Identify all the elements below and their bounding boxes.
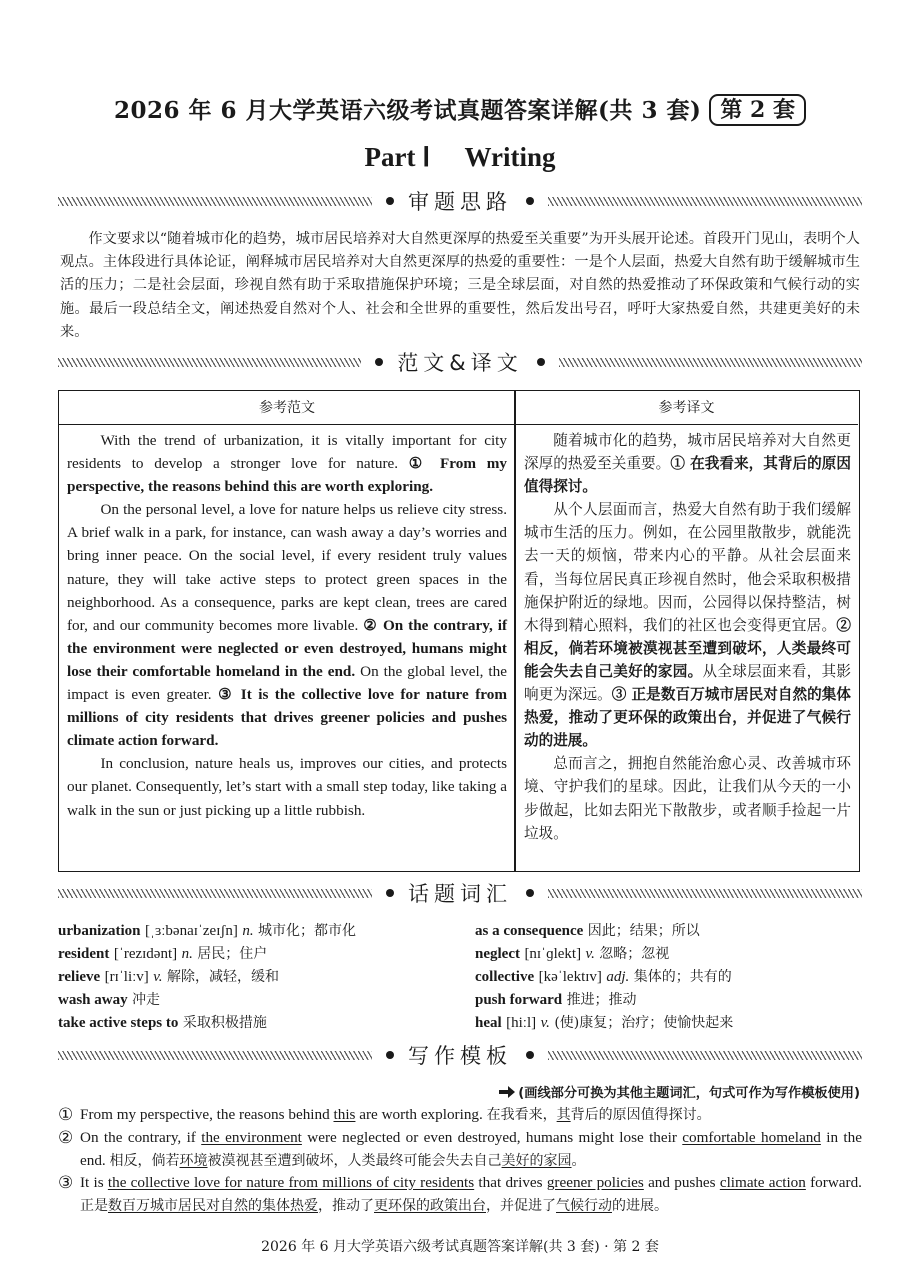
vocab-item: [58, 943, 468, 966]
marker-2: ②: [363, 616, 379, 634]
vocab-word: take active steps to: [58, 1015, 179, 1032]
vocab-phonetic: [hiːl]: [506, 1015, 537, 1032]
essay-text: On the global level, the impact is even greater.: [67, 662, 507, 704]
section-title: 审题思路: [408, 190, 512, 214]
vocab-item: [58, 989, 468, 1012]
template-body: [80, 1104, 862, 1127]
vocab-pos: adj.: [606, 969, 630, 986]
bullet-dot: [526, 1051, 534, 1059]
hatch-divider: [548, 1051, 862, 1060]
section-header-sample: [58, 347, 862, 377]
hatch-divider: [58, 358, 361, 367]
hatch-divider: [548, 889, 862, 898]
template-number: ②: [58, 1128, 74, 1147]
replaceable-phrase: greener policies: [546, 1174, 644, 1191]
vocab-word: as a consequence: [475, 923, 584, 939]
vocab-word: neglect: [475, 946, 520, 963]
sample-essay-english: [67, 429, 507, 822]
vocab-list-right: [475, 920, 875, 1035]
translation-paragraph: 总而言之，拥抱自然能治愈心灵、改善城市环境、守护我们的星球。因此，让我们从今天的一小步做起，比如去阳光下散散步，或者顺手捡起一片垃圾。: [524, 755, 851, 842]
vocab-item: [58, 920, 468, 943]
part-title: [0, 142, 920, 173]
vocab-word: urbanization: [58, 923, 141, 939]
vocab-phonetic: [ˈrezɪdənt]: [113, 946, 178, 963]
essay-table: [58, 390, 860, 872]
essay-paragraph: [67, 429, 507, 498]
vocab-item: [475, 920, 875, 943]
highlight-sentence-3: 正是数百万城市居民对自然的集体热爱，推动了更环保的政策出台，并促进了气候行动的进展。: [524, 686, 851, 750]
vocab-word: heal: [475, 1015, 502, 1032]
bullet-dot: [537, 358, 545, 366]
bullet-dot: [386, 1051, 394, 1059]
marker-3: ③: [611, 686, 627, 704]
template-translation: 正是: [80, 1197, 108, 1214]
template-text: were neglected or even destroyed, humans might lose their: [301, 1129, 683, 1146]
highlight-sentence-3: It is the collective love for nature from millions of city residents that drives greener policies and pushes climate action forward.: [67, 686, 507, 750]
highlight-sentence-2: 相反，倘若环境被漠视甚至遭到破坏，人类最终可能会失去自己美好的家园。: [524, 639, 851, 680]
section-title: 话题词汇: [408, 882, 512, 906]
template-body: [80, 1127, 862, 1172]
template-number: ③: [58, 1173, 74, 1192]
vocab-phonetic: [rɪˈliːv]: [104, 969, 149, 986]
bullet-dot: [386, 889, 394, 897]
sample-essay-translation: [524, 429, 851, 845]
section-title: 范文&译文: [397, 351, 523, 375]
highlight-sentence-2: On the contrary, if the environment were neglected or even destroyed, humans might lose their comfortable homeland in the end.: [67, 616, 508, 680]
vocab-word: collective: [475, 969, 535, 986]
replaceable-phrase: 其: [556, 1107, 571, 1123]
section-header-analysis: [58, 186, 862, 216]
vocab-item: [58, 966, 468, 989]
vocab-definition: 解除，减轻，缓和: [167, 969, 280, 986]
template-translation: 背后的原因值得探讨。: [570, 1107, 711, 1123]
vocab-item: [58, 1012, 468, 1035]
section-header-template: [58, 1040, 862, 1070]
part-numeral: Ⅰ: [422, 142, 431, 172]
template-translation: 在我看来，: [486, 1107, 557, 1123]
vocab-list-left: [58, 920, 468, 1035]
template-text: in the end.: [80, 1129, 862, 1169]
replaceable-phrase: the collective love for nature from millions of city residents: [107, 1174, 475, 1191]
essay-text: On the personal level, a love for nature helps us relieve city stress. A brief walk in a park, for instance, can wash away a day’s worries and bring inner peace. On the social level, if every resident truly values nature, they will take active steps to protect green spaces in the neighborhood. As a consequence, parks are kept clean, trees are cared for, and our community becomes more livable.: [67, 501, 507, 634]
translation-text: 从全球层面来看，其影响更为深远。: [524, 662, 851, 704]
bullet-dot: [526, 889, 534, 897]
vocab-definition: 集体的；共有的: [633, 969, 732, 986]
part-label: Part: [364, 142, 416, 172]
vocab-definition: 因此；结果；所以: [587, 923, 700, 939]
hatch-divider: [58, 197, 372, 206]
template-translation: ，并促进了: [486, 1197, 556, 1214]
template-translation: 的进展。: [612, 1197, 668, 1214]
vocab-phonetic: [ˌɜːbənaɪˈzeɪʃn]: [144, 923, 238, 939]
analysis-paragraph: 作文要求以“随着城市化的趋势，城市居民培养对大自然更深厚的热爱至关重要”为开头展开论述。首段开门见山，表明个人观点。主体段进行具体论证，阐释城市居民培养对大自然更深厚的热爱的重要性：一是个人层面，热爱大自然有助于缓解城市生活的压力；二是社会层面，珍视自然有助于采取措施保护环境；三是全球层面，对自然的热爱推动了环保政策和气候行动的实施。最后一段总结全文，阐述热爱自然对个人、社会和全世界的重要性，然后发出号召，呼吁大家热爱自然，共建更美好的未来。: [60, 231, 860, 340]
marker-2: ②: [836, 616, 851, 634]
vocab-item: [475, 989, 875, 1012]
page-footer: 2026 年 6 月大学英语六级考试真题答案详解(共 3 套) · 第 2 套: [261, 1239, 659, 1255]
replaceable-phrase: the environment: [201, 1129, 302, 1146]
vocab-pos: n.: [242, 923, 254, 939]
vocab-item: [475, 1012, 875, 1035]
section-title: 写作模板: [408, 1044, 512, 1068]
template-translation: 被漠视甚至遭到破坏，人类最终可能会失去自己: [207, 1152, 502, 1169]
bullet-dot: [375, 358, 383, 366]
translation-text: 从个人层面而言，热爱大自然有助于我们缓解城市生活的压力。例如，在公园里散散步，就能洗去一天的烦恼，带来内心的平静。从社会层面来看，当每位居民真正珍视自然时，他会采取积极措施保护附近的绿地。因而，公园得以保持整洁，树木得到精心照料，我们的社区也会变得更宜居。: [524, 501, 851, 634]
vocab-word: wash away: [58, 992, 128, 1009]
template-translation: 。: [571, 1152, 586, 1169]
vocab-definition: 城市化；都市化: [258, 923, 357, 939]
bullet-dot: [526, 197, 534, 205]
vocab-phonetic: [nɪˈɡlekt]: [524, 946, 582, 963]
vocab-definition: 居民；住户: [197, 946, 268, 963]
vocab-definition: 冲走: [132, 992, 161, 1009]
hatch-divider: [58, 889, 372, 898]
template-text: From my perspective, the reasons behind: [80, 1106, 334, 1123]
template-text: It is: [80, 1174, 108, 1191]
highlight-sentence-1: 在我看来，其背后的原因值得探讨。: [524, 455, 851, 496]
vocab-definition: 忽略；忽视: [599, 946, 670, 963]
replaceable-phrase: climate action: [719, 1174, 806, 1191]
marker-3: ③: [218, 686, 235, 704]
vocab-pos: v.: [540, 1015, 550, 1032]
vocab-definition: 采取积极措施: [182, 1015, 267, 1032]
bullet-dot: [386, 197, 394, 205]
translation-paragraph: [524, 429, 851, 498]
translation-text: 随着城市化的趋势，城市居民培养对大自然更深厚的热爱至关重要。: [524, 432, 851, 473]
template-sentence-3: [58, 1172, 862, 1217]
template-note: [499, 1082, 860, 1101]
essay-paragraph: In conclusion, nature heals us, improves our cities, and protects our planet. Consequently, let’s start with a small step today, like taking a walk in the sun or just picking up a little rubbish.: [67, 755, 507, 819]
template-translation: ，推动了: [318, 1197, 374, 1214]
template-text: that drives: [474, 1174, 547, 1191]
replaceable-phrase: this: [333, 1106, 356, 1123]
template-text: and pushes: [643, 1174, 720, 1191]
replaceable-phrase: 美好的家园: [501, 1152, 572, 1169]
template-note-text: (画线部分可换为其他主题词汇，句式可作为写作模板使用): [518, 1086, 860, 1101]
highlight-sentence-1: From my perspective, the reasons behind this are worth exploring.: [67, 455, 507, 496]
hatch-divider: [559, 358, 862, 367]
replaceable-phrase: comfortable homeland: [682, 1129, 821, 1146]
template-sentence-1: [58, 1104, 862, 1127]
part-name: Writing: [464, 142, 556, 172]
page-header: [0, 92, 920, 126]
essay-paragraph: [67, 498, 507, 752]
arrow-right-icon: [499, 1086, 515, 1098]
vocab-word: push forward: [475, 992, 563, 1009]
left-column-header: 参考范文: [59, 391, 515, 425]
hatch-divider: [548, 197, 862, 206]
vocab-pos: v.: [153, 969, 163, 986]
section-header-vocab: [58, 878, 862, 908]
vocab-item: [475, 966, 875, 989]
marker-1: ①: [670, 455, 685, 473]
vocab-pos: n.: [181, 946, 193, 963]
replaceable-phrase: 数百万城市居民对自然的集体热爱: [108, 1197, 318, 1214]
vocab-definition: 推进；推动: [566, 992, 637, 1009]
column-divider: [514, 391, 516, 871]
replaceable-phrase: 更环保的政策出台: [374, 1197, 486, 1214]
vocab-definition: (使)康复；治疗；使愉快起来: [554, 1015, 734, 1032]
vocab-word: relieve: [58, 969, 101, 986]
vocab-word: resident: [58, 946, 110, 963]
vocab-pos: v.: [585, 946, 595, 963]
hatch-divider: [58, 1051, 372, 1060]
template-number: ①: [58, 1105, 74, 1124]
vocab-item: [475, 943, 875, 966]
document-title: 2026 年 6 月大学英语六级考试真题答案详解(共 3 套): [114, 97, 702, 124]
template-text: On the contrary, if: [80, 1129, 202, 1146]
marker-1: ①: [408, 455, 430, 473]
set-badge: 第 2 套: [709, 94, 806, 126]
template-body: [80, 1172, 862, 1217]
template-text: forward.: [805, 1174, 862, 1191]
template-text: are worth exploring.: [355, 1106, 487, 1123]
essay-text: With the trend of urbanization, it is vitally important for city residents to develop a stronger love for nature.: [67, 432, 507, 473]
template-translation: 相反，倘若: [109, 1152, 180, 1169]
vocab-phonetic: [kəˈlektɪv]: [538, 969, 602, 986]
right-column-header: 参考译文: [515, 391, 858, 425]
replaceable-phrase: 气候行动: [556, 1197, 612, 1214]
translation-paragraph: [524, 498, 851, 752]
template-sentence-2: [58, 1127, 862, 1172]
replaceable-phrase: 环境: [179, 1152, 208, 1169]
